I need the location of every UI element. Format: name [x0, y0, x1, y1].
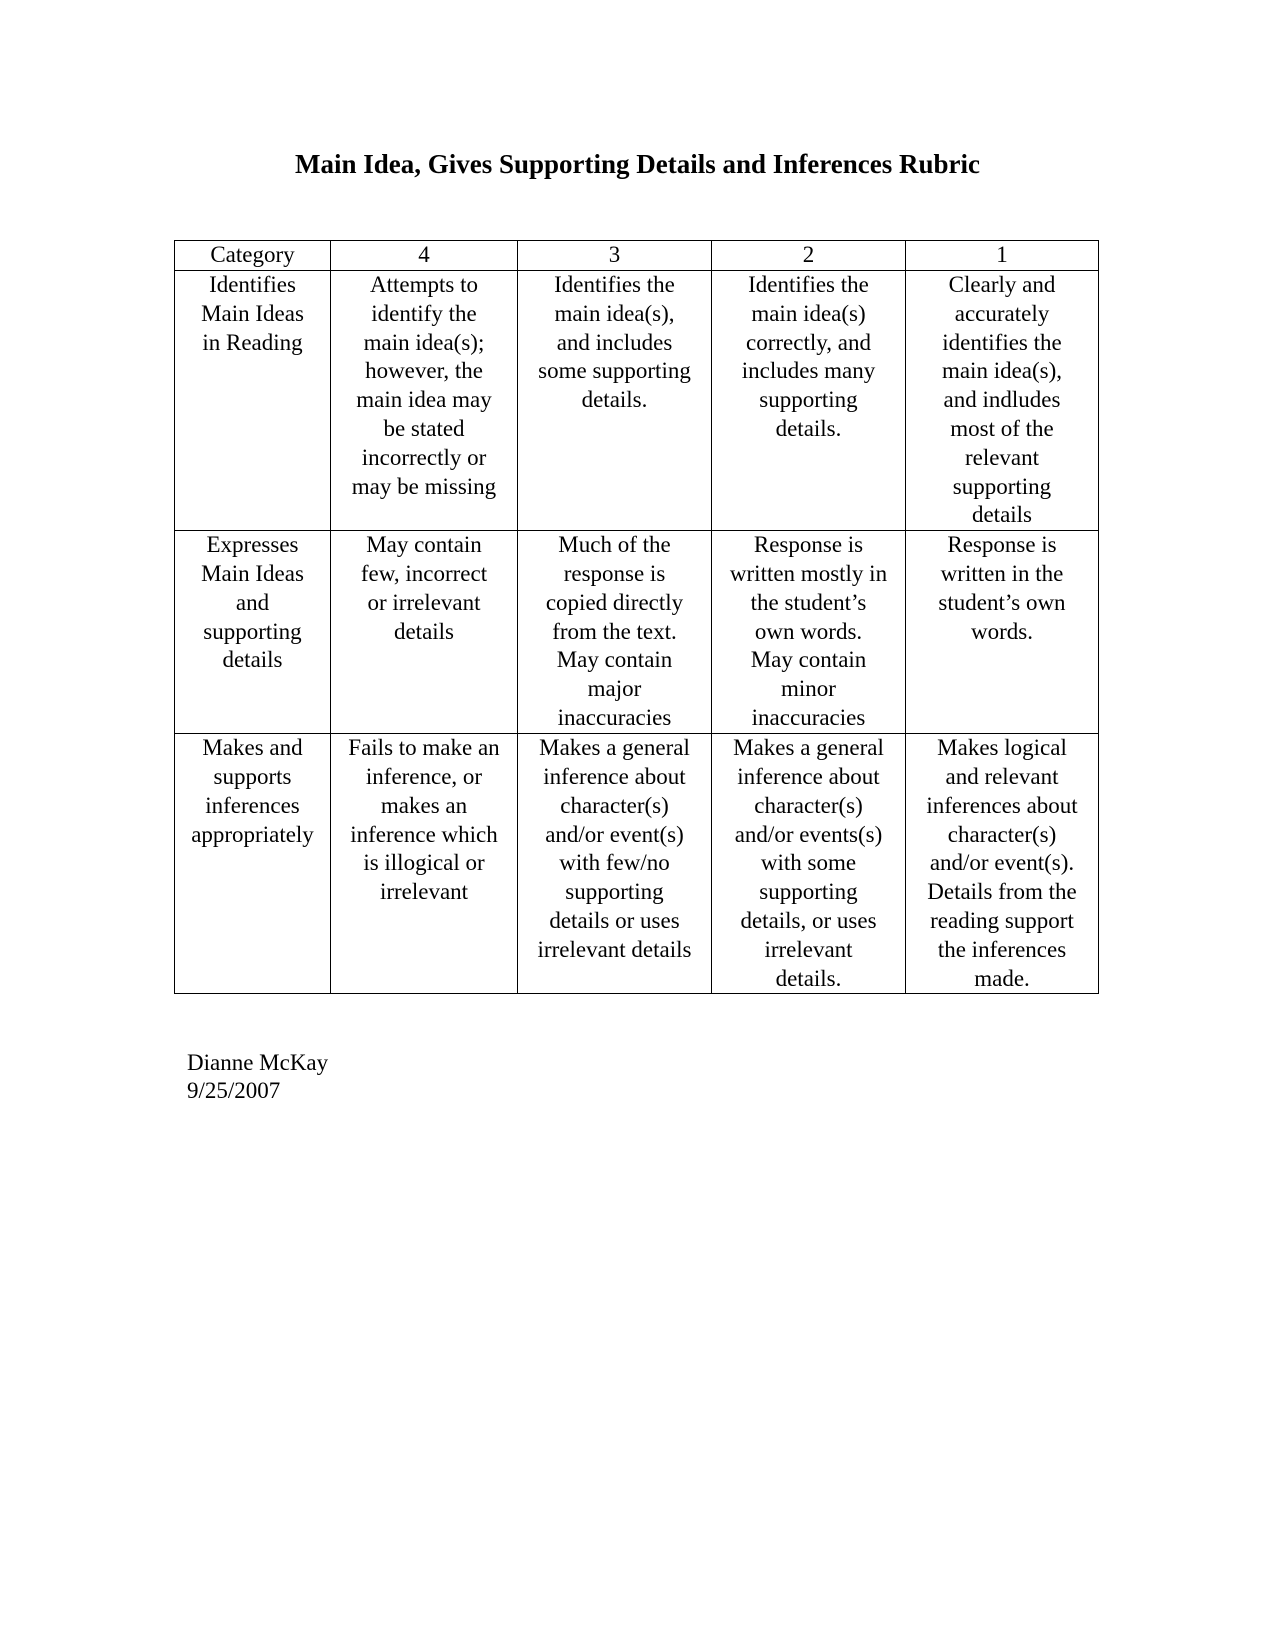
table-header-row: [175, 241, 1099, 271]
table-cell: Identifies the main idea(s) correctly, and includes many supporting details.: [712, 271, 906, 531]
row-category: Identifies Main Ideas in Reading: [175, 271, 331, 531]
table-row: [175, 271, 1099, 531]
document-date: 9/25/2007: [187, 1078, 281, 1103]
page-title: Main Idea, Gives Supporting Details and Inferences Rubric: [294, 149, 981, 179]
table-cell: Response is written mostly in the student’s own words. May contain minor inaccuracies: [712, 531, 906, 734]
signature-block: [187, 1049, 328, 1105]
table-cell: Makes a general inference about character(s) and/or event(s) with few/no supporting details or uses irrelevant details: [518, 734, 712, 994]
header-score-2: 2: [712, 241, 906, 271]
header-score-3: 3: [518, 241, 712, 271]
row-category: Expresses Main Ideas and supporting details: [175, 531, 331, 734]
table-cell: Clearly and accurately identifies the main idea(s), and indludes most of the relevant supporting details: [906, 271, 1099, 531]
table-cell: Identifies the main idea(s), and includes some supporting details.: [518, 271, 712, 531]
table-cell: May contain few, incorrect or irrelevant details: [331, 531, 518, 734]
table-cell: Fails to make an inference, or makes an inference which is illogical or irrelevant: [331, 734, 518, 994]
table-cell: Makes logical and relevant inferences about character(s) and/or event(s). Details from the reading support the inferences made.: [906, 734, 1099, 994]
table-row: [175, 531, 1099, 734]
rubric-table: [174, 240, 1099, 994]
table-row: [175, 734, 1099, 994]
header-category: Category: [175, 241, 331, 271]
table-cell: Makes a general inference about character(s) and/or events(s) with some supporting details, or uses irrelevant details.: [712, 734, 906, 994]
header-score-1: 1: [906, 241, 1099, 271]
table-cell: Much of the response is copied directly from the text. May contain major inaccuracies: [518, 531, 712, 734]
header-score-4: 4: [331, 241, 518, 271]
author-name: Dianne McKay: [187, 1050, 329, 1075]
table-cell: Attempts to identify the main idea(s); however, the main idea may be stated incorrectly or may be missing: [331, 271, 518, 531]
row-category: Makes and supports inferences appropriately: [175, 734, 331, 994]
table-cell: Response is written in the student’s own words.: [906, 531, 1099, 734]
